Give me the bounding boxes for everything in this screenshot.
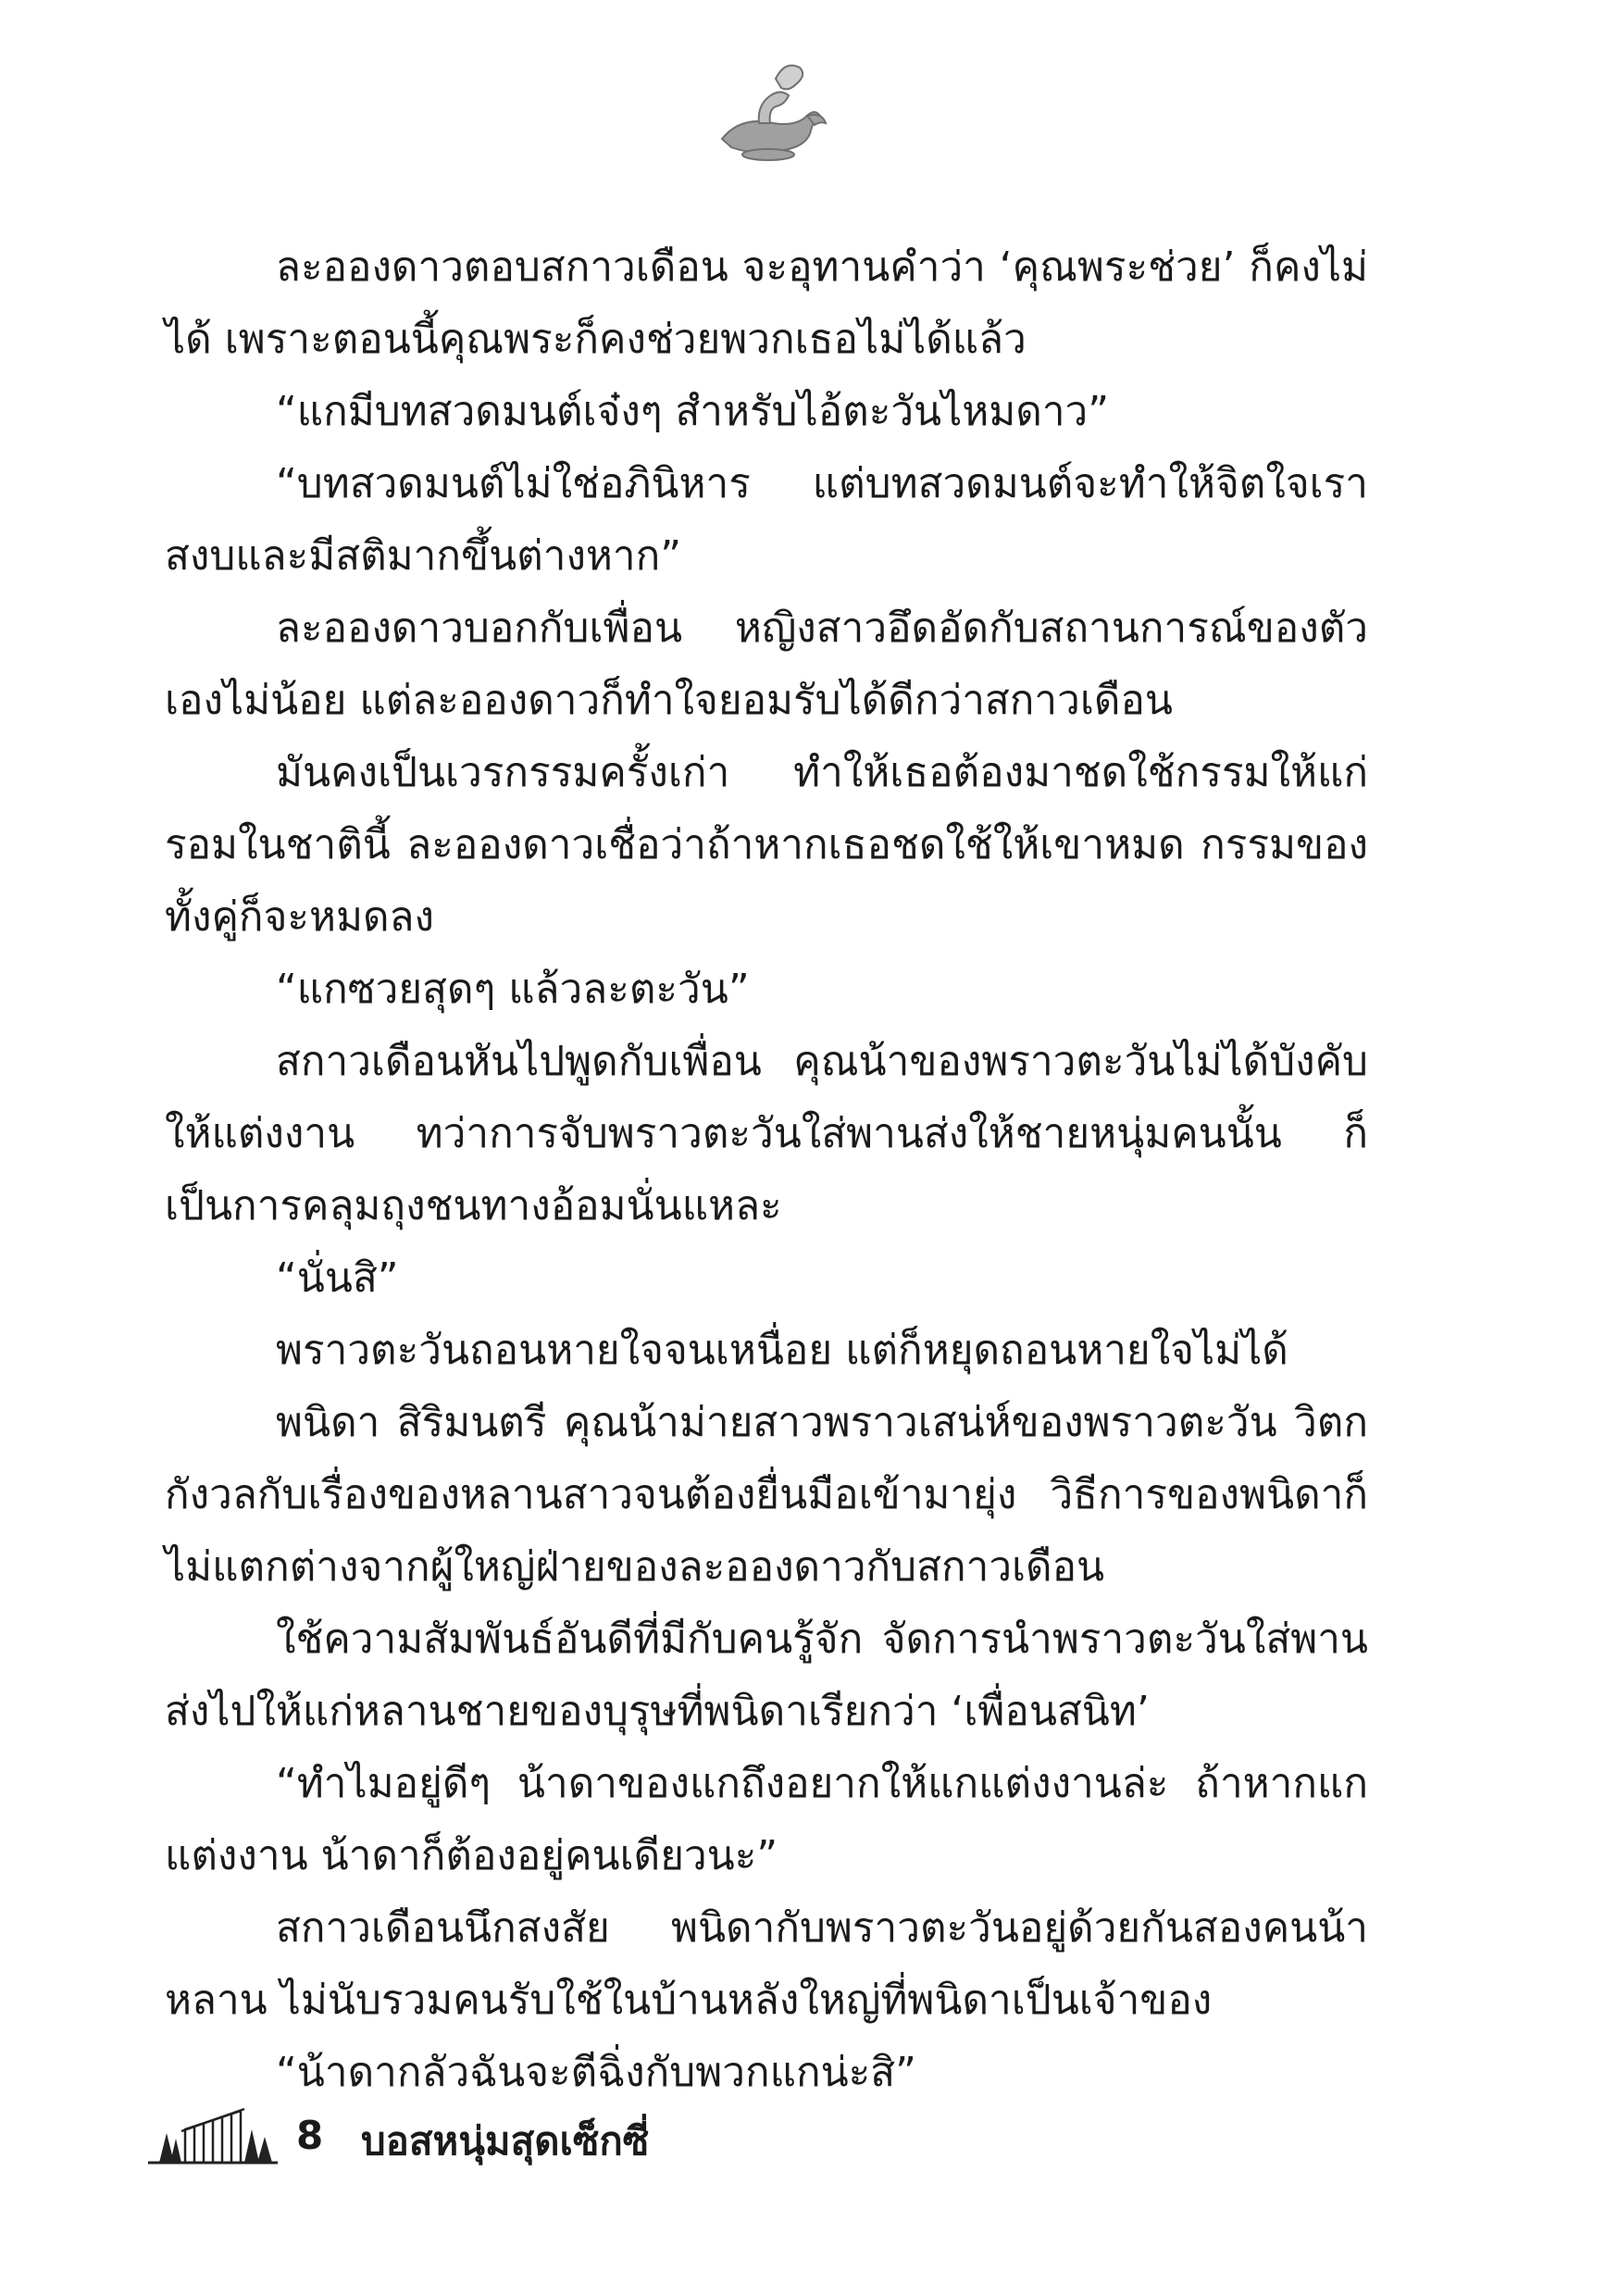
paragraph: สกาวเดือนนึกสงสัย พนิดากับพราวตะวันอยู่ด้วยกันสองคนน้าหลาน ไม่นับรวมคนรับใช้ในบ้านหลังใหญ่ที่พนิดาเป็นเจ้าของ	[165, 1904, 1368, 2024]
book-title: บอสหนุ่มสุดเซ็กซี่	[361, 2118, 650, 2164]
paragraph: ละอองดาวตอบสกาวเดือน จะอุทานคำว่า ‘คุณพระช่วย’ ก็คงไม่ได้ เพราะตอนนี้คุณพระก็คงช่วยพวกเธอไม่ได้แล้ว	[165, 243, 1368, 363]
paragraph: “ทำไมอยู่ดีๆ น้าดาของแกถึงอยากให้แกแต่งงานล่ะ ถ้าหากแกแต่งงาน น้าดาก็ต้องอยู่คนเดียวนะ”	[165, 1760, 1368, 1879]
paragraph: “แกมีบทสวดมนต์เจ๋งๆ สำหรับไอ้ตะวันไหมดาว”	[276, 388, 1110, 435]
page-footer	[148, 2102, 796, 2176]
paragraph: พนิดา สิริมนตรี คุณน้าม่ายสาวพราวเสน่ห์ของพราวตะวัน วิตกกังวลกับเรื่องของหลานสาวจนต้องยื่นมือเข้ามายุ่ง วิธีการของพนิดาก็ไม่แตกต่างจากผู้ใหญ่ฝ่ายของละอองดาวกับสกาวเดือน	[165, 1399, 1368, 1591]
paragraph: “บทสวดมนต์ไม่ใช่อภินิหาร แต่บทสวดมนต์จะทำให้จิตใจเราสงบและมีสติมากขึ้นต่างหาก”	[165, 460, 1368, 580]
paragraph: ละอองดาวบอกกับเพื่อน หญิงสาวอึดอัดกับสถานการณ์ของตัวเองไม่น้อย แต่ละอองดาวก็ทำใจยอมรับได้ดีกว่าสกาวเดือน	[165, 605, 1368, 724]
paragraph: สกาวเดือนหันไปพูดกับเพื่อน คุณน้าของพราวตะวันไม่ได้บังคับให้แต่งงาน ทว่าการจับพราวตะวันใส่พานส่งให้ชายหนุ่มคนนั้น ก็เป็นการคลุมถุงชนทางอ้อมนั่นแหละ	[165, 1038, 1368, 1229]
paragraph: “น้าดากลัวฉันจะตีฉิ่งกับพวกแกน่ะสิ”	[276, 2049, 916, 2096]
paragraph: มันคงเป็นเวรกรรมครั้งเก่า ทำให้เธอต้องมาชดใช้กรรมให้แก่รอมในชาตินี้ ละอองดาวเชื่อว่าถ้าหากเธอชดใช้ให้เขาหมด กรรมของทั้งคู่ก็จะหมดลง	[165, 749, 1368, 941]
paragraph: “นั่นสิ”	[276, 1254, 399, 1302]
body-text	[165, 231, 1368, 2109]
page-number: 8	[296, 2113, 324, 2158]
paragraph: ใช้ความสัมพันธ์อันดีที่มีกับคนรู้จัก จัดการนำพราวตะวันใส่พานส่งไปให้แก่หลานชายของบุรุษที่พนิดาเรียกว่า ‘เพื่อนสนิท’	[165, 1616, 1368, 1735]
cabin-trees-icon	[148, 2102, 278, 2166]
genie-lamp-icon	[703, 51, 833, 171]
paragraph: “แกซวยสุดๆ แล้วละตะวัน”	[276, 966, 750, 1013]
paragraph: พราวตะวันถอนหายใจจนเหนื่อย แต่ก็หยุดถอนหายใจไม่ได้	[276, 1327, 1288, 1374]
